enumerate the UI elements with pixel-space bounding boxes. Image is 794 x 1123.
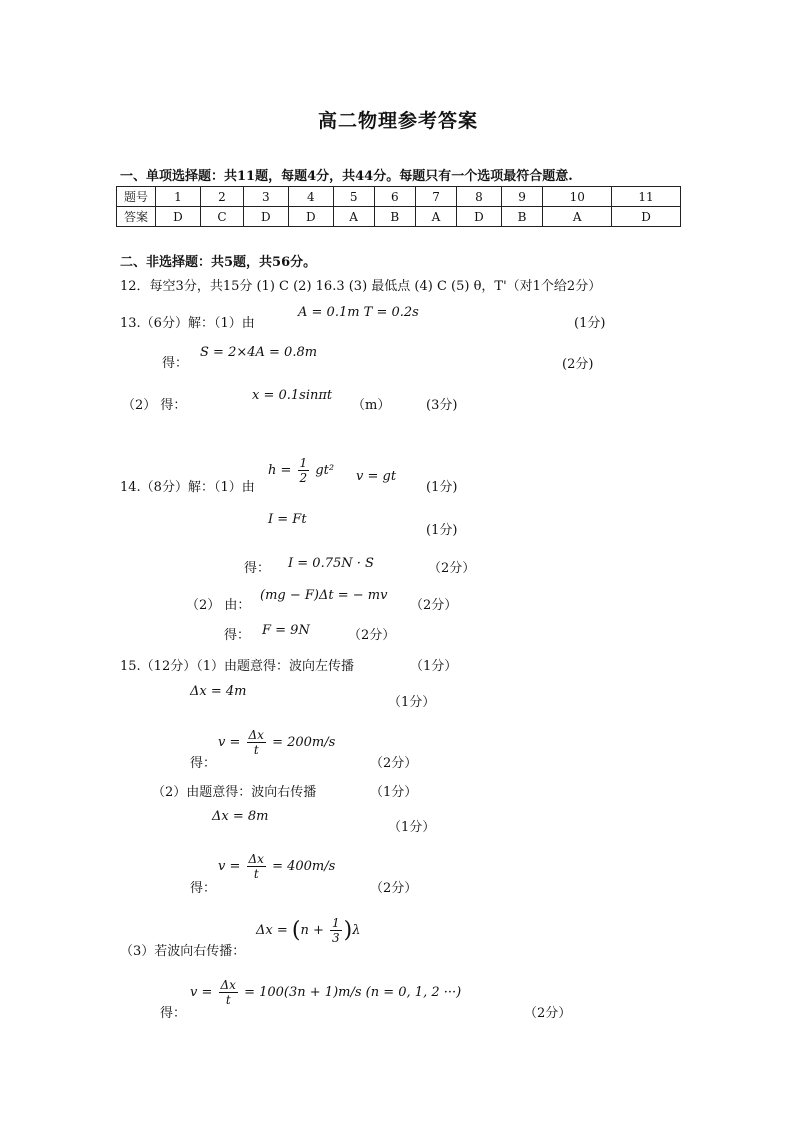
q15-de6: 得： — [190, 881, 217, 896]
section-2-heading: 二、非选择题：共5题，共56分。 — [120, 255, 317, 270]
q14-score1: (1分) — [426, 480, 458, 495]
q15-eq8-lhs: v = — [190, 985, 213, 1000]
fraction-numerator: Δx — [248, 728, 264, 742]
q14-eq5: F = 9N — [262, 623, 310, 638]
table-cell: 4 — [288, 187, 333, 207]
q15-score4: （1分） — [370, 785, 418, 800]
q15-eq6 — [218, 852, 335, 881]
q14-score5: （2分） — [348, 628, 396, 643]
q14-part2-label: （2） 由： — [186, 598, 251, 613]
q15-eq3 — [218, 728, 335, 757]
q13-score3: (3分) — [426, 398, 458, 413]
table-cell: 6 — [374, 187, 416, 207]
table-cell: D — [456, 207, 501, 227]
table-cell: C — [200, 207, 243, 227]
q15-de3: 得： — [190, 756, 217, 771]
table-cell: B — [501, 207, 543, 227]
q15-eq1: Δx = 4m — [190, 684, 247, 699]
section-1-heading: 一、单项选择题：共11题，每题4分，共44分。每题只有一个选项最符合题意. — [120, 169, 573, 184]
table-cell: A — [543, 207, 612, 227]
table-cell: D — [288, 207, 333, 227]
q14-score2: (1分) — [426, 523, 458, 538]
fraction-numerator: Δx — [220, 978, 236, 992]
q15-eq8-rhs: = 100(3n + 1)m/s (n = 0, 1, 2 ···) — [244, 985, 462, 1000]
fraction-denominator: 3 — [332, 931, 340, 945]
table-cell: A — [333, 207, 374, 227]
q15-eq6-lhs: v = — [218, 859, 241, 874]
table-cell: 11 — [612, 187, 681, 207]
left-paren: ( — [291, 918, 301, 943]
q14-eq3: I = 0.75N · S — [288, 556, 374, 571]
q15-eq3-fraction — [247, 728, 266, 757]
q14-de5: 得： — [224, 628, 251, 643]
q14-label: 14.（8分）解：（1）由 — [120, 480, 255, 495]
q13-score1: (1分) — [574, 316, 606, 331]
q15-label: 15.（12分）（1）由题意得：波向左传播 — [120, 659, 354, 674]
q15-score5: （1分） — [388, 820, 436, 835]
q13-eq2: S = 2×4A = 0.8m — [200, 345, 318, 360]
q15-de8: 得： — [160, 1006, 187, 1021]
fraction-numerator: 1 — [299, 456, 308, 470]
fraction-denominator: t — [225, 993, 231, 1007]
q15-score6: （2分） — [370, 881, 418, 896]
right-paren: ) — [343, 918, 353, 943]
q13-label: 13.（6分）解：（1）由 — [120, 316, 255, 331]
table-row-answers — [117, 207, 681, 227]
q12-answer: 12．每空3分，共15分 (1) C (2) 16.3 (3) 最低点 (4) C (5) θ，T'（对1个给2分） — [120, 279, 602, 294]
fraction-numerator: Δx — [248, 852, 264, 866]
q13-de2: 得： — [162, 356, 189, 371]
q15-eq6-fraction — [247, 852, 266, 881]
q15-eq7-inner: n + — [300, 923, 324, 938]
q15-score1: （1分） — [410, 659, 458, 674]
table-cell: A — [416, 207, 457, 227]
fraction-numerator: 1 — [332, 916, 340, 930]
q15-score3: （2分） — [370, 756, 418, 771]
q13-score2: (2分) — [562, 357, 594, 372]
table-cell: 10 — [543, 187, 612, 207]
q14-eq2: I = Ft — [268, 512, 307, 527]
q15-eq8-fraction — [219, 978, 238, 1007]
q14-score4: （2分） — [410, 598, 458, 613]
q15-part3-label: （3）若波向右传播： — [120, 944, 246, 959]
fraction-denominator: 2 — [299, 471, 308, 485]
q15-eq7 — [256, 916, 361, 945]
q14-eq1b: v = gt — [356, 469, 397, 484]
q15-eq7-fraction — [330, 916, 342, 945]
answer-table — [116, 186, 681, 227]
table-cell: 3 — [243, 187, 288, 207]
q13-unit3: （m） — [352, 398, 391, 413]
page-title: 高二物理参考答案 — [318, 110, 479, 132]
table-cell: D — [156, 207, 201, 227]
q14-eq4: (mg − F)Δt = − mv — [260, 588, 388, 603]
q14-eq1-fraction — [298, 456, 310, 485]
q15-eq7-rhs: λ — [352, 923, 361, 938]
table-cell: D — [612, 207, 681, 227]
table-cell: D — [243, 207, 288, 227]
q13-part2-label: （2） 得： — [122, 398, 187, 413]
q15-part2-label: （2）由题意得：波向右传播 — [152, 785, 317, 800]
table-cell: 1 — [156, 187, 201, 207]
q15-eq7-lhs: Δx = — [256, 923, 288, 938]
q14-eq1 — [268, 456, 334, 485]
q15-eq3-lhs: v = — [218, 735, 241, 750]
table-cell: 2 — [200, 187, 243, 207]
q14-eq1-rhs: gt² — [315, 463, 335, 478]
q15-eq4: Δx = 8m — [212, 809, 269, 824]
q15-score2: （1分） — [388, 695, 436, 710]
q14-score3: （2分） — [428, 561, 476, 576]
q13-eq1: A = 0.1m T = 0.2s — [298, 305, 419, 320]
table-cell: 7 — [416, 187, 457, 207]
table-row-numbers — [117, 187, 681, 207]
table-cell: 5 — [333, 187, 374, 207]
q14-eq1-lhs: h = — [268, 463, 292, 478]
table-cell: B — [374, 207, 416, 227]
fraction-denominator: t — [253, 743, 259, 757]
q14-de3: 得： — [244, 561, 271, 576]
q13-eq3: x = 0.1sinπt — [252, 388, 333, 403]
fraction-denominator: t — [253, 867, 259, 881]
row-label-answers: 答案 — [117, 207, 156, 227]
table-cell: 8 — [456, 187, 501, 207]
q15-eq6-rhs: = 400m/s — [272, 859, 336, 874]
q15-eq8 — [190, 978, 461, 1007]
q15-score8: （2分） — [524, 1006, 572, 1021]
q15-eq3-rhs: = 200m/s — [272, 735, 336, 750]
row-label-numbers: 题号 — [117, 187, 156, 207]
table-cell: 9 — [501, 187, 543, 207]
